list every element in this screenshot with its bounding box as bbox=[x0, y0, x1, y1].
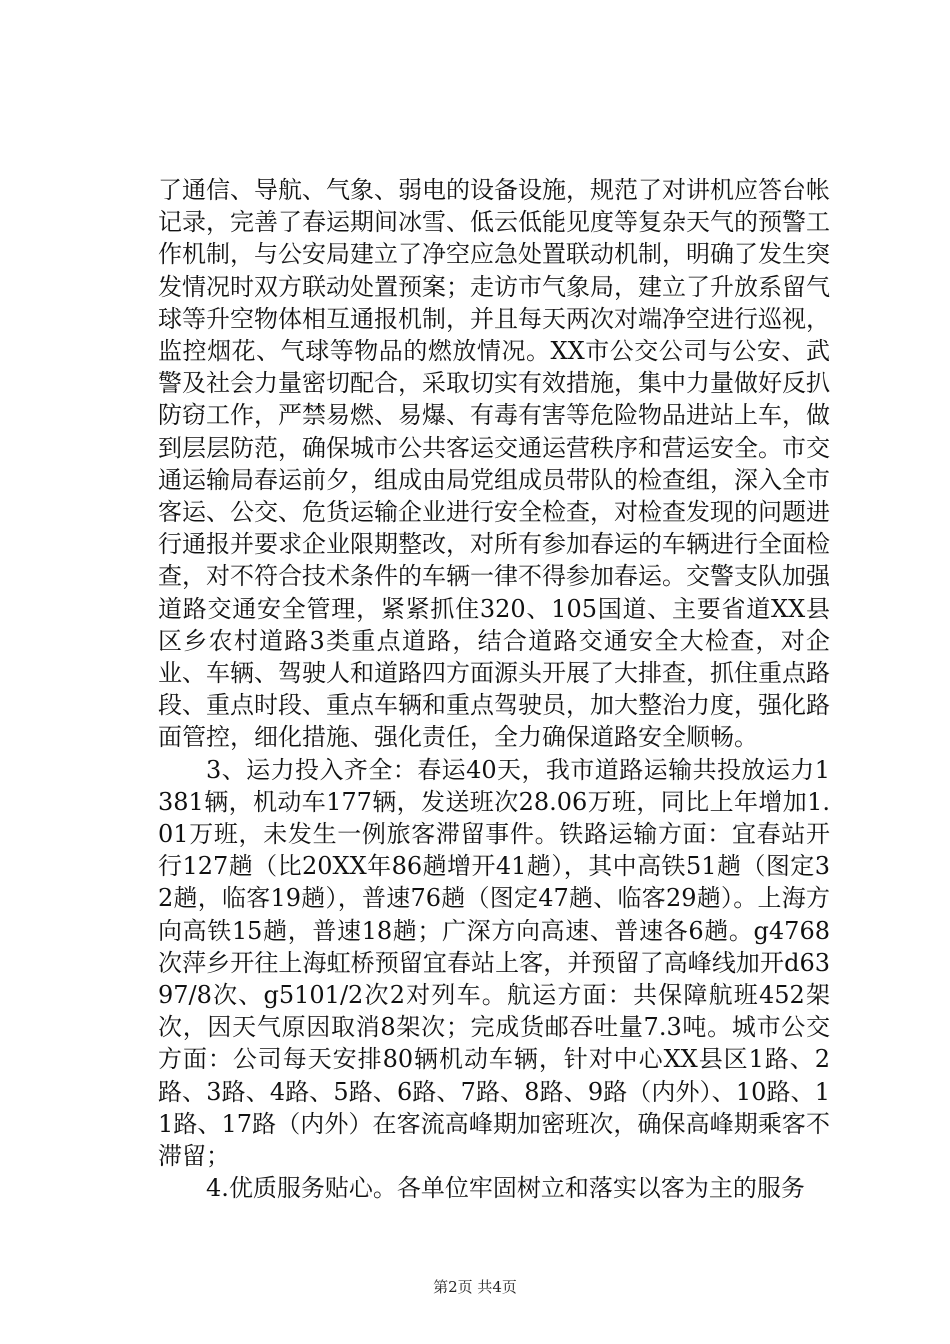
document-body bbox=[158, 174, 830, 1205]
paragraph-safety-measures: 了通信、导航、气象、弱电的设备设施，规范了对讲机应答台帐记录，完善了春运期间冰雪、低云低能见度等复杂天气的预警工作机制，与公安局建立了净空应急处置联动机制，明确了发生突发情况时双方联动处置预案；走访市气象局，建立了升放系留气球等升空物体相互通报机制，并且每天两次对端净空进行巡视，监控烟花、气球等物品的燃放情况。XX市公交公司与公安、武警及社会力量密切配合，采取切实有效措施，集中力量做好反扒防窃工作，严禁易燃、易爆、有毒有害等危险物品进站上车，做到层层防范，确保城市公共客运交通运营秩序和营运安全。市交通运输局春运前夕，组成由局党组成员带队的检查组，深入全市客运、公交、危货运输企业进行安全检查，对检查发现的问题进行通报并要求企业限期整改，对所有参加春运的车辆进行全面检查，对不符合技术条件的车辆一律不得参加春运。交警支队加强道路交通安全管理，紧紧抓住320、105国道、主要省道XX县区乡农村道路3类重点道路，结合道路交通安全大检查，对企业、车辆、驾驶人和道路四方面源头开展了大排查，抓住重点路段、重点时段、重点车辆和重点驾驶员，加大整治力度，强化路面管控，细化措施、强化责任，全力确保道路安全顺畅。 bbox=[158, 176, 830, 752]
page-footer: 第2页 共4页 bbox=[433, 1278, 517, 1296]
paragraph-quality-service: 4.优质服务贴心。各单位牢固树立和落实以客为主的服务 bbox=[206, 1174, 805, 1203]
paragraph-capacity-input: 3、运力投入齐全：春运40天，我市道路运输共投放运力1381辆，机动车177辆，发送班次28.06万班，同比上年增加1.01万班，未发生一例旅客滞留事件。铁路运输方面：宜春站开行127趟（比20XX年86趟增开41趟），其中高铁51趟（图定32趟，临客19趟），普速76趟（图定47趟、临客29趟）。上海方向高铁15趟，普速18趟；广深方向高速、普速各6趟。g4768次萍乡开往上海虹桥预留宜春站上客，并预留了高峰线加开d6397/8次、g5101/2次2对列车。航运方面：共保障航班452架次，因天气原因取消8架次；完成货邮吞吐量7.3吨。城市公交方面：公司每天安排80辆机动车辆，针对中心XX县区1路、2路、3路、4路、5路、6路、7路、8路、9路（内外）、10路、11路、17路（内外）在客流高峰期加密班次，确保高峰期乘客不滞留； bbox=[158, 755, 830, 1171]
